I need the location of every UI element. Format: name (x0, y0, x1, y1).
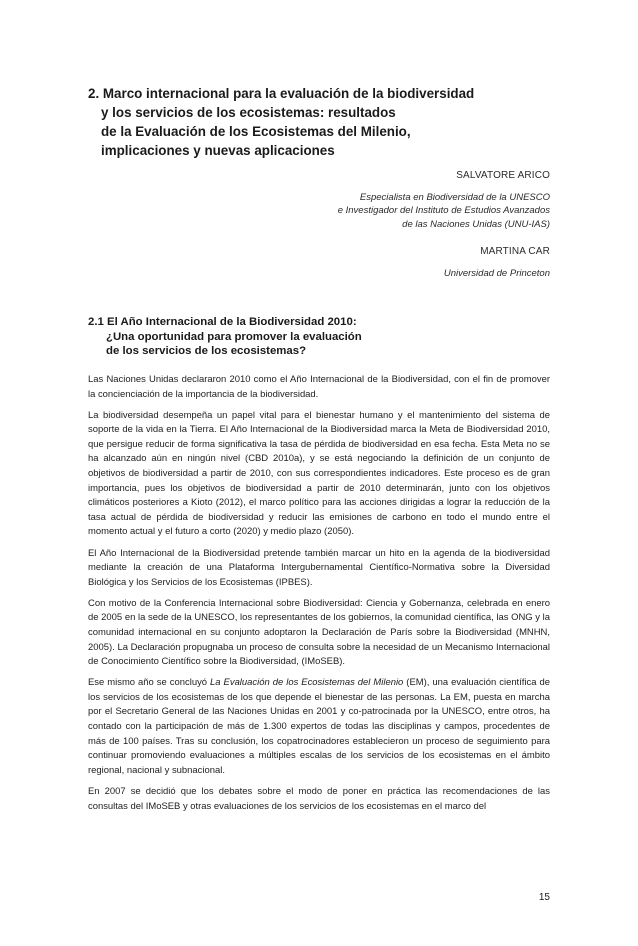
section-title-line: de los servicios de los ecosistemas? (106, 345, 307, 357)
author-block (230, 245, 550, 280)
chapter-title-line: de la Evaluación de los Ecosistemas del Milenio, (101, 124, 411, 139)
page-number: 15 (538, 892, 550, 903)
body-text (88, 373, 550, 821)
author-affiliation-line: e Investigador del Instituto de Estudios Avanzados (337, 205, 550, 216)
section-title (88, 315, 550, 359)
chapter-title (88, 84, 550, 160)
chapter-title-line: implicaciones y nuevas aplicaciones (101, 143, 335, 158)
paragraph-text: Las Naciones Unidas declararon 2010 como el Año Internacional de la Biodiversidad, con el fin de promover la concienciación de la importancia de la biodiversidad. (88, 374, 550, 400)
paragraph (88, 785, 550, 814)
section-title-line: ¿Una oportunidad para promover la evaluación (106, 330, 362, 343)
paragraph-text: Ese mismo año se concluyó (88, 677, 211, 689)
author-name: MARTINA CAR (480, 246, 550, 257)
document-page (88, 0, 550, 946)
author-name: SALVATORE ARICO (456, 170, 550, 181)
paragraph (88, 409, 550, 540)
paragraph-text: En 2007 se decidió que los debates sobre el modo de poner en práctica las recomendaciones de las consultas del IMoSEB y otras evaluaciones de los servicios de los ecosistemas en el marco del (88, 785, 550, 812)
paragraph (88, 373, 550, 402)
chapter-title-line: 2. Marco internacional para la evaluación de la biodiversidad (88, 86, 475, 101)
section-title-line: 2.1 El Año Internacional de la Biodiversidad 2010: (88, 316, 357, 328)
paragraph-text: Con motivo de la Conferencia Internacional sobre Biodiversidad: Ciencia y Gobernanza, celebrada en enero de 2005 en la sede de la UNESCO, los representantes de los gobiernos, la comunidad científica, las ONG y la comunidad internacional en su conjunto adoptaron la Declaración de París sobre la Biodiversidad (MNHN, 2005). La Declaración propugnaba un proceso de consulta sobre la necesidad de un Mecanismo Internacional de Conocimiento Científico sobre la Biodiversidad, (IMoSEB). (88, 597, 550, 668)
author-block (230, 169, 550, 231)
chapter-title-line: y los servicios de los ecosistemas: resultados (101, 105, 396, 120)
paragraph (88, 676, 550, 778)
book-title: La Evaluación de los Ecosistemas del Milenio (210, 677, 404, 689)
author-affiliation-line: Universidad de Princeton (443, 267, 550, 279)
author-affiliation-line: de las Naciones Unidas (UNU-IAS) (402, 218, 550, 230)
author-affiliation-line: Especialista en Biodiversidad de la UNESCO (359, 191, 550, 203)
paragraph (88, 597, 550, 670)
paragraph-text: El Año Internacional de la Biodiversidad pretende también marcar un hito en la agenda de la biodiversidad mediante la creación de una Plataforma Intergubernamental Científico-Normativa sobre la Diversidad Biológica y los Servicios de los Ecosistemas (IPBES). (88, 547, 550, 588)
paragraph-text: La biodiversidad desempeña un papel vital para el bienestar humano y el mantenimiento del sistema de soporte de la vida en la Tierra. El Año Internacional de la Biodiversidad marca la Meta de Biodiversidad 2010, que persigue reducir de forma significativa la tasa de pérdida de biodiversidad en esa fecha. Esta Meta no se ha alcanzado aún en ningún nivel (CBD 2010a), y se está negociando la definición de un conjunto de objetivos de biodiversidad a partir de 2010, con sus correspondientes indicadores. Este proceso es de gran importancia, pues los objetivos de biodiversidad a partir de 2010 determinarán, junto con los objetivos climáticos posteriores a Kioto (2012), el marco político para las acciones dirigidas a lograr la reducción de la tasa actual de pérdida de biodiversidad y reducir las emisiones de carbono en todo el mundo entre el momento actual y el futuro a corto (2020) y medio plazo (2050). (88, 409, 550, 538)
paragraph (88, 547, 550, 591)
paragraph-text: (EM), una evaluación científica de los servicios de los ecosistemas de los que depende el bienestar de las personas. La EM, puesta en marcha por el Secretario General de las Naciones Unidas en 2001 y co-patrocinada por la UNESCO, entre otros, ha contado con la participación de más de 1.300 expertos de todas las disciplinas y campos, procedentes de más de 100 países. Tras su conclusión, los copatrocinadores establecieron un proceso de seguimiento para continuar promoviendo evaluaciones a múltiples escalas de los servicios de los ecosistemas en el ámbito regional, nacional y subnacional. (88, 677, 550, 776)
